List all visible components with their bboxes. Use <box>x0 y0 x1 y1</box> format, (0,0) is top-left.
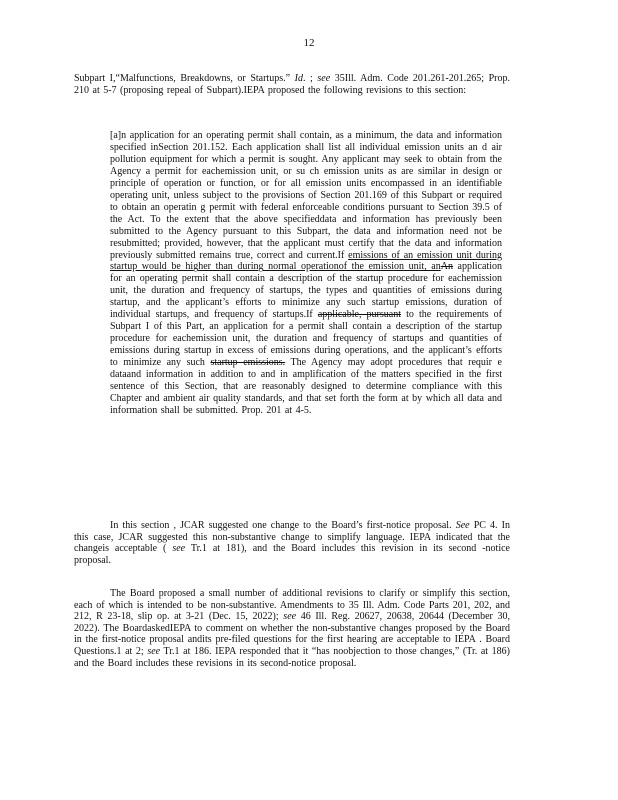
quote-text-run: applicable, pursuant <box>317 309 402 321</box>
p2-text-run: see <box>172 543 186 555</box>
p1-text-run: . ; <box>302 73 318 84</box>
jcar-paragraph <box>74 520 510 566</box>
p1-text-run: 35Ill. Adm. Code 201.261-201.265; Prop. 210 at 5-7 (proposing repeal of Subpart).IEPA proposed the following revisions to this section: <box>74 73 511 96</box>
p3-text-run: see <box>147 645 161 657</box>
page-number: 12 <box>303 37 315 49</box>
quote-text-run: application for an operating permit shall contain a description of the startup procedure for eachemission unit, the duration and frequency of startups, the types and quantities of emissions during startup, and the applicant’s efforts to minimize any such startup emissions, duration of individual startups, and frequency of startups.If <box>110 261 502 321</box>
quote-text-run: [a]n application for an operating permit shall contain, as a minimum, the data and information specified inSection 201.152. Each application shall list all individual emission units an d air pollution equipment for which a permit is sought. Any applicant may seek to obtain from the Agency a permit for eachemission unit, or su ch emission units as are similar in design or principle of operation or function, or for all emission units encompassed in an identifiable operating unit, unless subject to the provisions of Section 201.169 of this Subpart or required to obtain an operatin g permit with federal enforceable conditions pursuant to Section 39.5 of the Act. To the extent that the above specifieddata and information has previously been submitted to the Agency pursuant to this Subpart, the data and information need not be resubmitted; provided, however, that the applicant must certify that the data and information previously submitted remains true, correct and current.If <box>110 130 502 261</box>
p1-text-run: see <box>317 73 331 84</box>
p3-text-run: see <box>283 611 297 623</box>
p1-text-run: Id <box>294 73 303 84</box>
p2-text-run: See <box>455 520 470 531</box>
p1-text-run: Subpart I,“Malfunctions, Breakdowns, or Startups.” <box>74 73 295 84</box>
p3-text-run: The Board proposed a small number of additional revisions to clarify or simplify this section, each of which is intended to be non-substantive. Amendments to 35 Ill. Adm. Code Parts 201, 202, and 212, R 23-18, slip op. at 3-21 (Dec. 15, 2022); <box>74 588 510 623</box>
quote-text-run: The Agency may adopt procedures that requir e dataand information in addition to and in amplification of the matters specified in the first sentence of this Section, that are reasonably designed to determine compliance with this Chapter and ambient air quality standards, and that set forth the form at by which all data and information shall be submitted. Prop. 201 at 4-5. <box>110 357 502 416</box>
p3-text-run: Tr.1 at 186. IEPA responded that it “has noobjection to those changes,” (Tr. at 186) and the Board includes these revisions in its second-notice proposal. <box>74 645 511 669</box>
p3-text-run: 46 Ill. Reg. 20627, 20638, 20644 (December 30, 2022). The BoardaskedIEPA to comment on whether the non-substantive changes proposed by the Board in the first-notice proposal andits pre-filed questions for the first hearing are acceptable to IEPA . Board Questions.1 at 2; <box>74 611 510 657</box>
intro-paragraph <box>74 73 510 96</box>
quote-text-run: startup emissions. <box>210 357 286 369</box>
quote-text-run: An <box>440 261 453 273</box>
quote-text-run: to the requirements of Subpart I of this Part, an application for a permit shall contain a description of the startup procedure for eachemission unit, the duration and frequency of startups and quantities of emissions during startup in excess of emissions during operations, and the applicant’s efforts to minimize any such <box>110 309 502 369</box>
p2-text-run: PC 4. In this case, JCAR suggested this non-substantive change to simplify language. IEPA indicated that the changeis acceptable ( <box>74 520 510 555</box>
quote-text-run: emissions of an emission unit during startup would be higher than during normal operationof the emission unit, an <box>110 249 502 273</box>
p2-text-run: In this section , JCAR suggested one change to the Board’s first-notice proposal. <box>110 520 456 531</box>
board-revisions-paragraph <box>74 588 510 669</box>
block-quote <box>110 130 502 417</box>
p2-text-run: Tr.1 at 181), and the Board includes this revision in its second -notice proposal. <box>74 543 510 566</box>
